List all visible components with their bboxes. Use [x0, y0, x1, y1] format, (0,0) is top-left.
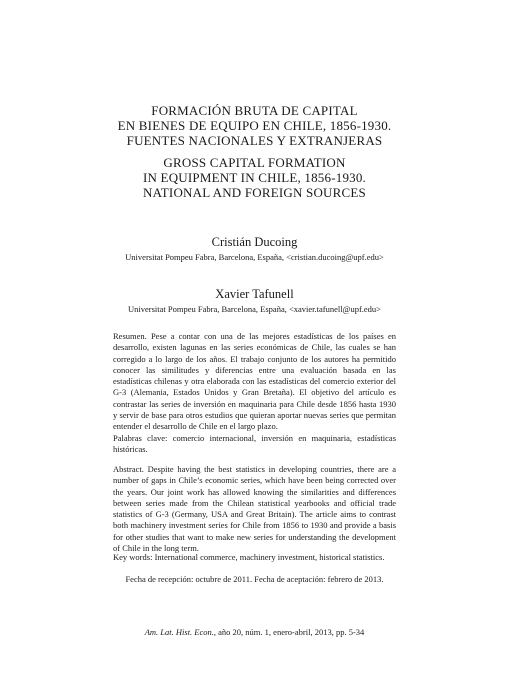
spanish-title: [0, 103, 509, 148]
abstract-label: Abstract.: [113, 464, 144, 474]
author-block: [0, 235, 509, 263]
english-abstract: [113, 464, 396, 554]
english-keywords: [113, 552, 396, 563]
abstract-text: Despite having the best statistics in developing countries, there are a number of gaps in Chile’s economic series, which have been being corrected over the years. Our joint work has allowed knowing the similarities and differences between series made from the Chilean statistical yearbooks and official trade statistics of G-3 (Germany, USA and Great Britain). The article aims to contrast both machinery investment series for Chile from 1856 to 1930 and provide a basis for other studies that want to make new series for understanding the development of Chile in the long term.: [113, 464, 396, 554]
english-title-line: IN EQUIPMENT IN CHILE, 1856-1930.: [142, 170, 366, 185]
palabras-clave-text: comercio internacional, inversión en maquinaria, estadísticas históricas.: [113, 433, 397, 455]
spanish-title-line: EN BIENES DE EQUIPO EN CHILE, 1856-1930.: [117, 118, 392, 133]
spanish-abstract: [113, 331, 396, 433]
resumen-text: Pese a contar con una de las mejores estadísticas de los países en desarrollo, existen lagunas en las series económicas de Chile, las cuales se han corregido a lo largo de los años. El trabajo conjunto de los autores ha permitido conocer las similitudes y diferencias entre una evaluación basada en las estadísticas chilenas y otra elaborada con las estadísticas del comercio exterior del G-3 (Alemania, Estados Unidos y Gran Bretaña). El objetivo del artículo es contrastar las series de inversión en maquinaria para Chile desde 1856 hasta 1930 y servir de base para otros estudios que quieran aportar nuevas series que permitan entender el desarrollo de Chile en el largo plazo.: [113, 331, 397, 432]
english-title-line: NATIONAL AND FOREIGN SOURCES: [143, 185, 366, 200]
submission-dates: Fecha de recepción: octubre de 2011. Fecha de aceptación: febrero de 2013.: [125, 574, 384, 584]
journal-citation: [0, 627, 509, 638]
resumen-label: Resumen.: [113, 331, 147, 341]
key-words-label: Key words:: [113, 552, 153, 562]
spanish-title-line: FORMACIÓN BRUTA DE CAPITAL: [151, 103, 358, 118]
author-block: [0, 287, 509, 315]
palabras-clave-label: Palabras clave:: [113, 433, 168, 443]
spanish-title-line: FUENTES NACIONALES Y EXTRANJERAS: [126, 133, 383, 148]
author-name: Cristián Ducoing: [211, 235, 298, 249]
spanish-keywords: [113, 433, 396, 456]
journal-name: Am. Lat. Hist. Econ.: [144, 627, 214, 637]
author-affiliation: Universitat Pompeu Fabra, Barcelona, España, <xavier.tafunell@upf.edu>: [128, 304, 381, 314]
author-affiliation: Universitat Pompeu Fabra, Barcelona, España, <cristian.ducoing@upf.edu>: [125, 252, 384, 262]
author-name: Xavier Tafunell: [215, 287, 294, 301]
english-title-line: GROSS CAPITAL FORMATION: [163, 155, 346, 170]
citation-details: , año 20, núm. 1, enero-abril, 2013, pp. 5-34: [213, 627, 365, 637]
key-words-text: International commerce, machinery investment, historical statistics.: [154, 552, 385, 562]
english-title: [0, 155, 509, 200]
